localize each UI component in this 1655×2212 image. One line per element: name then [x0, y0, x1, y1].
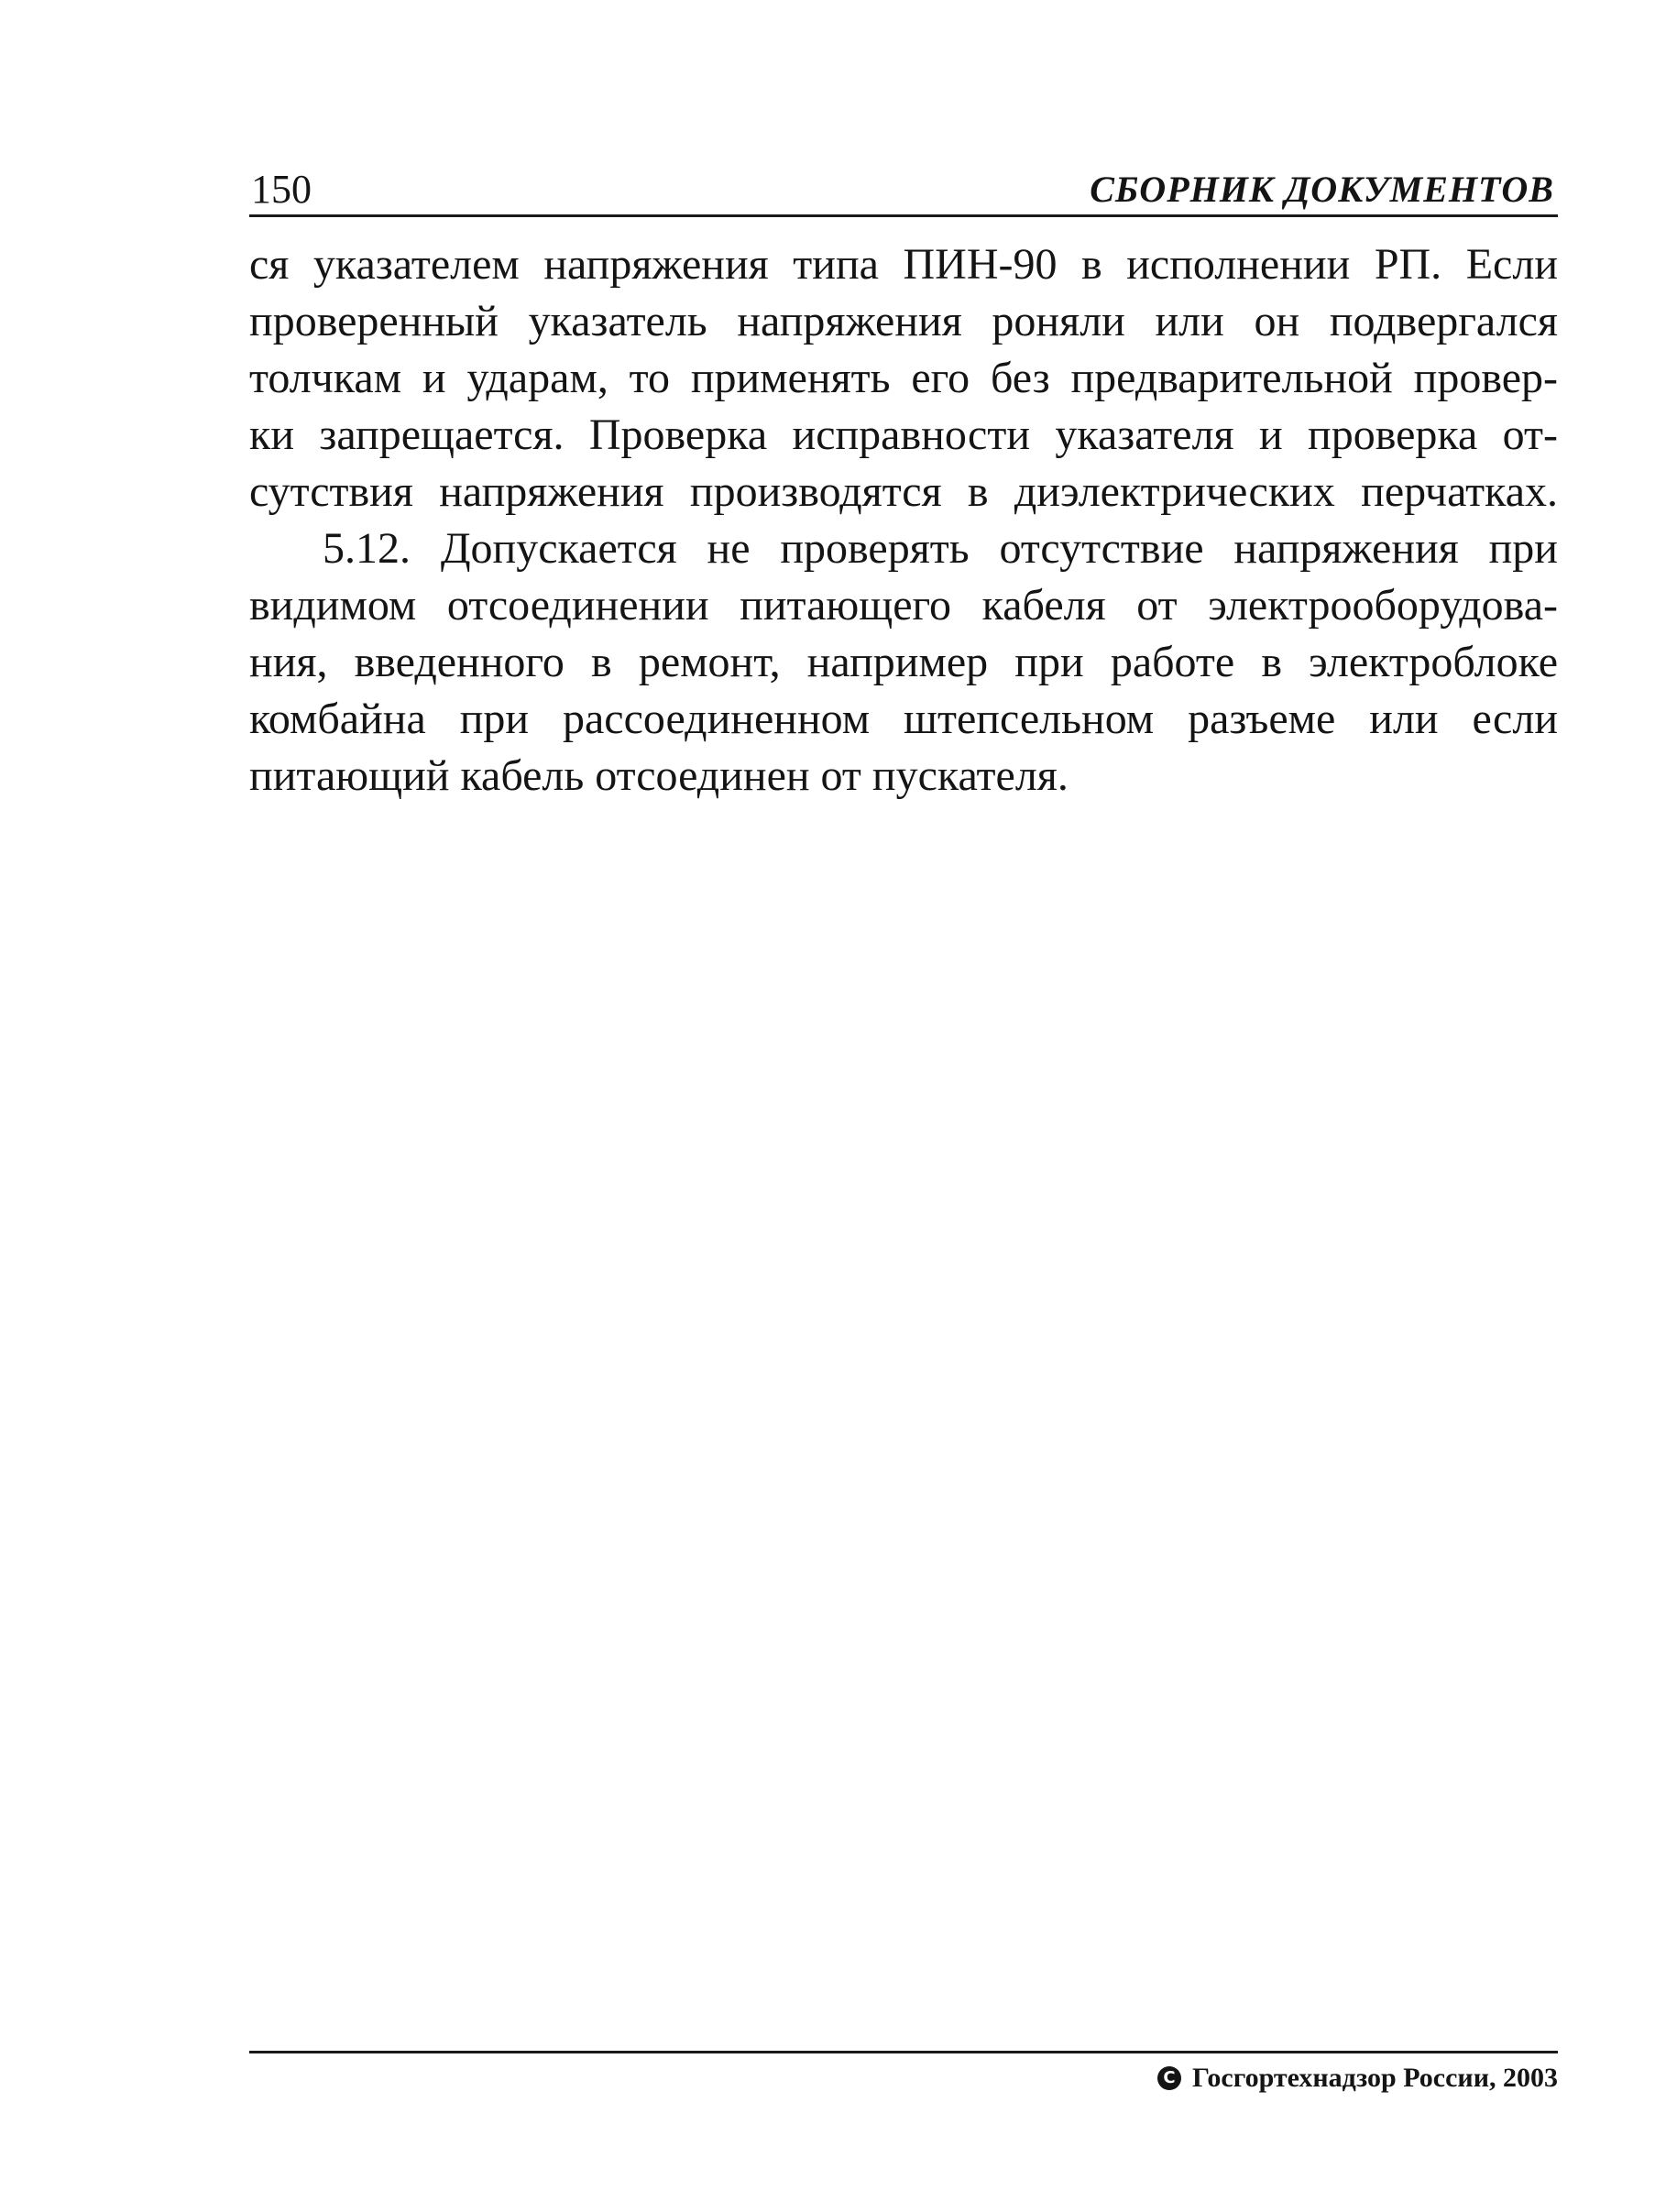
text-line: видимом отсоединении питающего кабеля от электрооборудова-: [249, 581, 1558, 630]
text-line: ся указателем напряжения типа ПИН-90 в исполнении РП. Если: [249, 240, 1558, 289]
copyright-notice: [1157, 2062, 1558, 2095]
text-line: проверенный указатель напряжения роняли или он подвергался: [249, 297, 1558, 345]
text-line: сутствия напряжения производятся в диэлектрических перчатках.: [249, 467, 1558, 516]
page-number: 150: [251, 167, 312, 212]
paragraph-5-12: [249, 520, 1558, 805]
text-line: питающий кабель отсоединен от пускателя.: [249, 751, 1069, 800]
paragraph-continuation: [249, 236, 1558, 520]
text-line: 5.12. Допускается не проверять отсутствие напряжения при: [323, 524, 1558, 573]
running-title: СБОРНИК ДОКУМЕНТОВ: [1090, 169, 1554, 210]
text-line: комбайна при рассоединенном штепсельном разъеме или если: [249, 695, 1558, 743]
page-header: [249, 161, 1558, 217]
footer-rule: [249, 2051, 1558, 2053]
body-text: [249, 236, 1558, 805]
text-line: толчкам и ударам, то применять его без предварительной провер-: [249, 354, 1558, 402]
copyright-text: Госгортехнадзор России, 2003: [1191, 2063, 1558, 2093]
text-line: ки запрещается. Проверка исправности указателя и проверка от-: [249, 411, 1558, 459]
copyright-icon: C: [1157, 2066, 1181, 2090]
text-line: ния, введенного в ремонт, например при работе в электроблоке: [249, 638, 1558, 686]
